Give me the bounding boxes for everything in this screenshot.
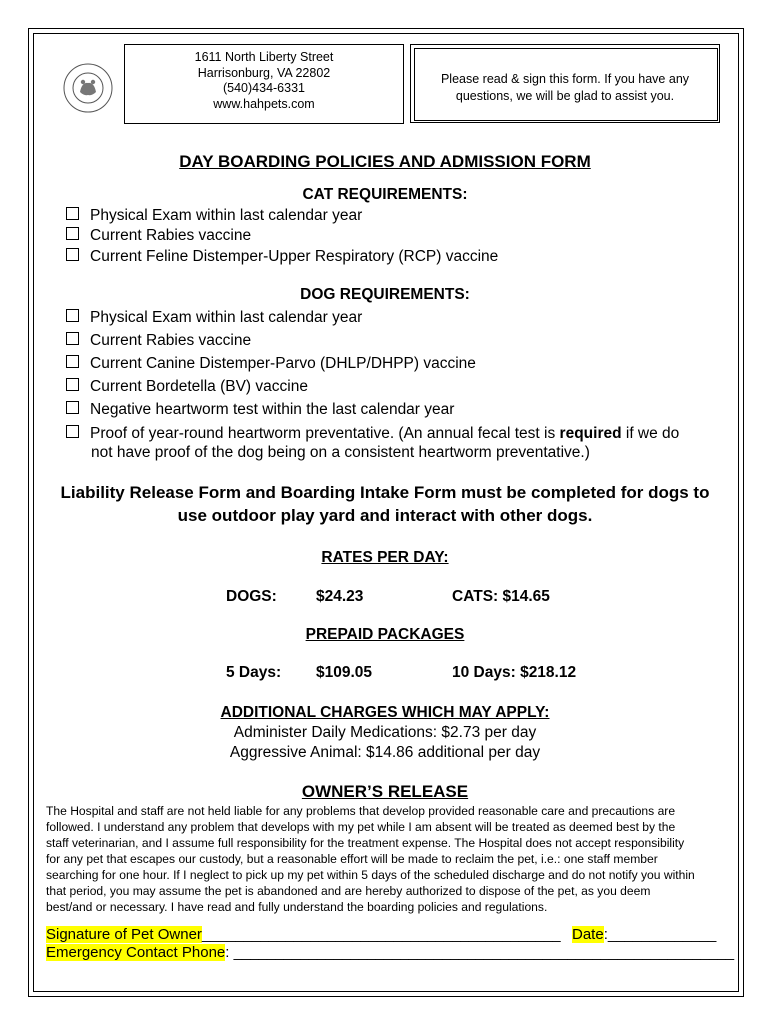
owners-release-heading: OWNER’S RELEASE (301, 782, 469, 801)
dog-requirement-item-continuation: not have proof of the dog being on a consistent heartworm preventative.) (91, 444, 590, 461)
dog-requirements-heading: DOG REQUIREMENTS: (300, 286, 470, 303)
emergency-contact-line[interactable]: : ____________________________________________________________ (225, 944, 735, 961)
notice-box-inner-border (414, 48, 718, 121)
date-label: Date (572, 926, 604, 943)
cat-requirements-heading: CAT REQUIREMENTS: (302, 186, 468, 203)
dog-requirement-item: Current Canine Distemper-Parvo (DHLP/DHPP) vaccine (66, 353, 476, 374)
address-line: 1611 North Liberty Street (194, 50, 334, 64)
checkbox[interactable] (66, 401, 79, 414)
owner-signature-line[interactable]: ___________________________________________ (201, 926, 561, 943)
dog-requirement-item: Current Bordetella (BV) vaccine (66, 376, 308, 397)
owner-signature-field[interactable] (46, 926, 561, 943)
prepaid-heading: PREPAID PACKAGES (305, 626, 465, 643)
date-field[interactable] (572, 926, 716, 943)
address-line: (540)434-6331 (222, 81, 305, 95)
rates-heading: RATES PER DAY: (321, 549, 449, 566)
cat-requirement-item: Current Feline Distemper-Upper Respiratory (RCP) vaccine (66, 246, 498, 267)
dogs-rate-value: $24.23 (316, 588, 364, 605)
dog-requirement-item: Negative heartworm test within the last calendar year (66, 399, 454, 420)
checkbox[interactable] (66, 378, 79, 391)
five-days-value: $109.05 (316, 664, 373, 681)
ten-days-package: 10 Days: $218.12 (452, 664, 577, 681)
cat-requirement-item: Current Rabies vaccine (66, 225, 251, 246)
emergency-contact-field[interactable] (46, 944, 734, 961)
cat-requirement-item: Physical Exam within last calendar year (66, 205, 362, 226)
checkbox[interactable] (66, 355, 79, 368)
address-line: Harrisonburg, VA 22802 (197, 65, 331, 80)
dog-requirement-item: Physical Exam within last calendar year (66, 307, 362, 328)
owner-signature-label: Signature of Pet Owner (46, 926, 202, 943)
cats-rate: CATS: $14.65 (452, 588, 550, 605)
dogs-rate-label: DOGS: (226, 588, 277, 605)
required-emphasis: required (559, 425, 622, 442)
notice-text: Please read & sign this form. If you have any questions, we will be glad to assist you. (440, 72, 690, 103)
checkbox[interactable] (66, 332, 79, 345)
date-line[interactable]: :_____________ (603, 926, 717, 943)
additional-charge-line: Administer Daily Medications: $2.73 per day (233, 724, 537, 741)
page-title: DAY BOARDING POLICIES AND ADMISSION FORM (179, 152, 591, 171)
checkbox[interactable] (66, 425, 79, 438)
checkbox[interactable] (66, 248, 79, 261)
hospital-logo (62, 62, 114, 114)
additional-charges-heading: ADDITIONAL CHARGES WHICH MAY APPLY: (220, 704, 550, 721)
dog-requirement-item: Proof of year-round heartworm preventative. (An annual fecal test is required if we do (66, 423, 679, 444)
checkbox[interactable] (66, 207, 79, 220)
address-box (124, 44, 404, 124)
owners-release-text: The Hospital and staff are not held liable for any problems that develop provided reasonable care and precautions are followed. I understand any problem that develops with my pet while I am absent will be treated as deemed best by the staff veterinarian, and I assume full responsibility for the treatment expense. The Hospital does not accept responsibility for any pet that escapes our custody, but a reasonable effort will be made to reclaim the pet, i.e.: one staff member searching for one hour. If I neglect to pick up my pet within 5 days of the scheduled discharge and do not notify you within that period, you may assume the pet is abandoned and are hereby authorized to dispose of the pet, as you deem best/and or necessary. I have read and fully understand the boarding policies and regulations. (46, 804, 695, 914)
liability-notice: Liability Release Form and Boarding Intake Form must be completed for dogs to use outdoor play yard and interact with other dogs. (60, 483, 710, 525)
additional-charge-line: Aggressive Animal: $14.86 additional per day (229, 744, 541, 761)
dog-requirement-item: Current Rabies vaccine (66, 330, 251, 351)
five-days-label: 5 Days: (226, 664, 282, 681)
website-link: www.hahpets.com (213, 96, 315, 111)
checkbox[interactable] (66, 227, 79, 240)
checkbox[interactable] (66, 309, 79, 322)
emergency-contact-label: Emergency Contact Phone (46, 944, 226, 961)
